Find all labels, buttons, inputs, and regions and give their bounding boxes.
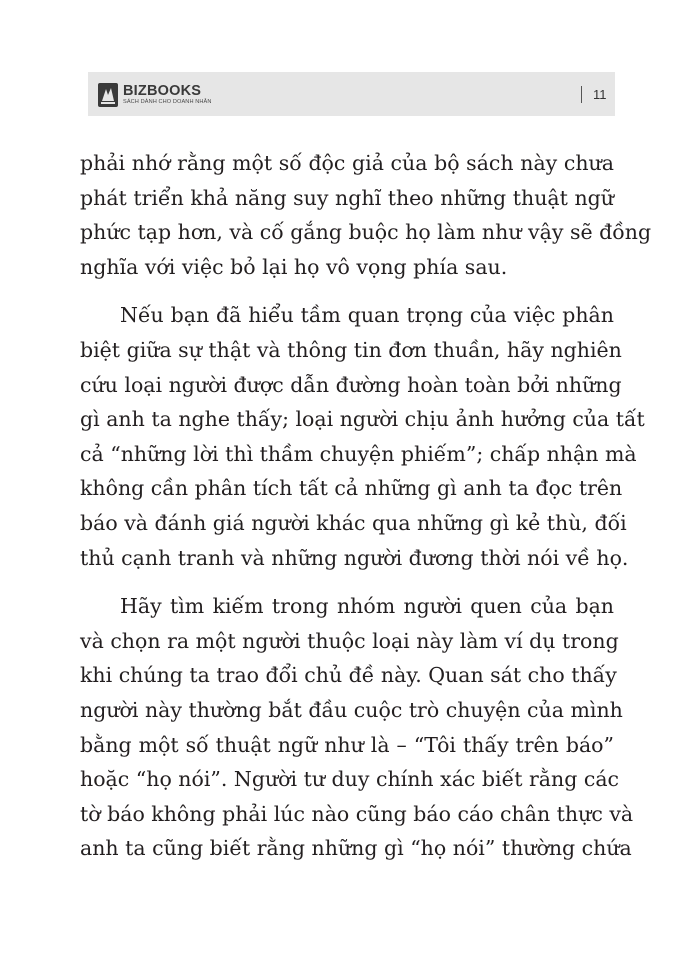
brand-tagline: SÁCH DÀNH CHO DOANH NHÂN (123, 99, 212, 106)
text-line: Hãy tìm kiếm trong nhóm người quen của bạn (120, 594, 614, 619)
text-line: khi chúng ta trao đổi chủ đề này. Quan sát cho thấy (80, 663, 617, 688)
text-line: phát triển khả năng suy nghĩ theo những thuật ngữ (80, 185, 614, 210)
text-line: Nếu bạn đã hiểu tầm quan trọng của việc phân (120, 303, 614, 328)
text-line: tờ báo không phải lúc nào cũng báo cáo chân thực và (80, 801, 634, 826)
text-line: cả “những lời thì thầm chuyện phiếm”; chấp nhận mà (80, 441, 637, 466)
text-line: gì anh ta nghe thấy; loại người chịu ảnh hưởng của tất (80, 407, 645, 432)
bizbooks-logo (98, 80, 212, 110)
text-line: người này thường bắt đầu cuộc trò chuyện của mình (80, 697, 623, 722)
brand-name: BIZBOOKS (123, 82, 202, 99)
text-line: anh ta cũng biết rằng những gì “họ nói” thường chứa (80, 836, 632, 861)
text-line: phức tạp hơn, và cố gắng buộc họ làm như vậy sẽ đồng (80, 220, 652, 245)
text-line: báo và đánh giá người khác qua những gì kẻ thù, đối (80, 510, 627, 535)
book-logo-icon (98, 83, 118, 107)
page-number: 11 (593, 87, 607, 102)
paragraph (80, 298, 645, 575)
text-line: hoặc “họ nói”. Người tư duy chính xác biết rằng các (80, 767, 620, 792)
text-line: thủ cạnh tranh và những người đương thời nói về họ. (80, 545, 629, 570)
page-number-divider (581, 86, 582, 103)
text-line: không cần phân tích tất cả những gì anh ta đọc trên (80, 476, 623, 501)
text-line: bằng một số thuật ngữ như là – “Tôi thấy trên báo” (80, 732, 614, 757)
paragraph (80, 589, 634, 866)
text-line: nghĩa với việc bỏ lại họ vô vọng phía sau. (80, 254, 508, 279)
text-line: và chọn ra một người thuộc loại này làm ví dụ trong (80, 628, 619, 653)
text-line: phải nhớ rằng một số độc giả của bộ sách này chưa (80, 151, 614, 175)
body-text (80, 146, 652, 866)
text-line: biệt giữa sự thật và thông tin đơn thuần, hãy nghiên (80, 337, 622, 362)
paragraph (80, 146, 652, 284)
text-line: cứu loại người được dẫn đường hoàn toàn bởi những (80, 372, 622, 397)
